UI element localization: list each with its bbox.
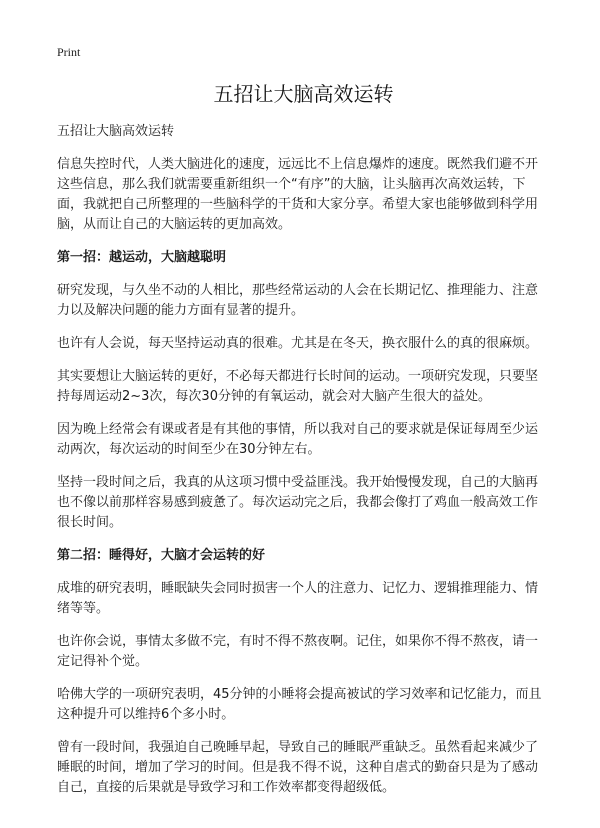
section-1-heading: 第一招：越运动，大脑越聪明 (57, 250, 227, 265)
article-subtitle: 五招让大脑高效运转 (57, 124, 175, 139)
section-2 (57, 546, 550, 798)
section-2-paragraph-2: 也许你会说，事情太多做不完，有时不得不熬夜啊。记住，如果你不得不熬夜，请一定记得补个觉。 (57, 634, 539, 669)
print-link[interactable]: Print (57, 45, 81, 59)
section-2-heading: 第二招：睡得好，大脑才会运转的好 (57, 548, 266, 563)
page-title: 五招让大脑高效运转 (213, 82, 394, 106)
section-1-paragraph-4: 因为晚上经常会有课或者是有其他的事情，所以我对自己的要求就是保证每周至少运动两次，每次运动的时间至少在30分钟左右。 (57, 422, 539, 457)
section-1 (57, 248, 550, 533)
section-1-paragraph-1: 研究发现，与久坐不动的人相比，那些经常运动的人会在长期记忆、推理能力、注意力以及解决问题的能力方面有显著的提升。 (57, 283, 539, 318)
section-2-paragraph-1: 成堆的研究表明，睡眠缺失会同时损害一个人的注意力、记忆力、逻辑推理能力、情绪等等。 (57, 581, 539, 616)
intro-paragraph: 信息失控时代，人类大脑进化的速度，远远比不上信息爆炸的速度。既然我们避不开这些信息，那么我们就需要重新组织一个“有序”的大脑，让头脑再次高效运转，下面，我就把自己所整理的一些脑科学的干货和大家分享。希望大家也能够做到科学用脑，从而让自己的大脑运转的更加高效。 (57, 157, 539, 232)
section-1-paragraph-5: 坚持一段时间之后，我真的从这项习惯中受益匪浅。我开始慢慢发现，自己的大脑再也不像以前那样容易感到疲惫了。每次运动完之后，我都会像打了鸡血一般高效工作很长时间。 (57, 475, 539, 530)
section-1-paragraph-2: 也许有人会说，每天坚持运动真的很难。尤其是在冬天，换衣服什么的真的很麻烦。 (57, 336, 539, 351)
section-1-paragraph-3: 其实要想让大脑运转的更好，不必每天都进行长时间的运动。一项研究发现，只要坚持每周运动2~3次，每次30分钟的有氧运动，就会对大脑产生很大的益处。 (57, 369, 539, 404)
section-2-paragraph-4: 曾有一段时间，我强迫自己晚睡早起，导致自己的睡眠严重缺乏。虽然看起来减少了睡眠的时间，增加了学习的时间。但是我不得不说，这种自虐式的勤奋只是为了感动自己，直接的后果就是导致学习和工作效率都变得超级低。 (57, 740, 539, 795)
section-2-paragraph-3: 哈佛大学的一项研究表明，45分钟的小睡将会提高被试的学习效率和记忆能力，而且这种提升可以维持6个多小时。 (57, 687, 542, 722)
